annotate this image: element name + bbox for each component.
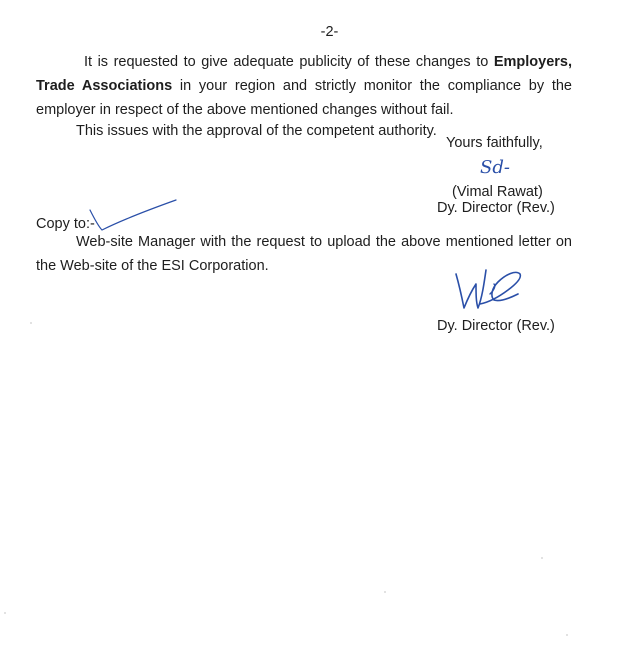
approval-paragraph: This issues with the approval of the competent authority. [76, 123, 437, 139]
signatory-title-2: Dy. Director (Rev.) [437, 318, 555, 334]
scan-speck [541, 557, 543, 559]
page-number: -2- [320, 24, 339, 40]
paragraph1-bold: Employers, Trade Associations [36, 54, 572, 94]
closing-line: Yours faithfully, [446, 135, 543, 151]
signatory-title: Dy. Director (Rev.) [437, 200, 555, 216]
scan-speck [30, 322, 32, 324]
scan-speck [566, 634, 568, 636]
handwritten-signature-icon [450, 264, 530, 314]
scan-speck [384, 591, 386, 593]
sd-signature-mark: Sd- [480, 157, 510, 178]
publicity-paragraph [36, 50, 572, 122]
paragraph1-text-b: in your region and strictly monitor the compliance by the employer in respect of the above mentioned changes without fail. [36, 78, 572, 118]
copy-to-text: Web-site Manager with the request to upload the above mentioned letter on the Web-site of the ESI Corporation. [36, 234, 572, 274]
paragraph1-text-a: It is requested to give adequate publicity of these changes to [84, 54, 494, 70]
copy-to-label: Copy to:- [36, 216, 95, 232]
scan-speck [4, 612, 6, 614]
signatory-name: (Vimal Rawat) [452, 184, 543, 200]
